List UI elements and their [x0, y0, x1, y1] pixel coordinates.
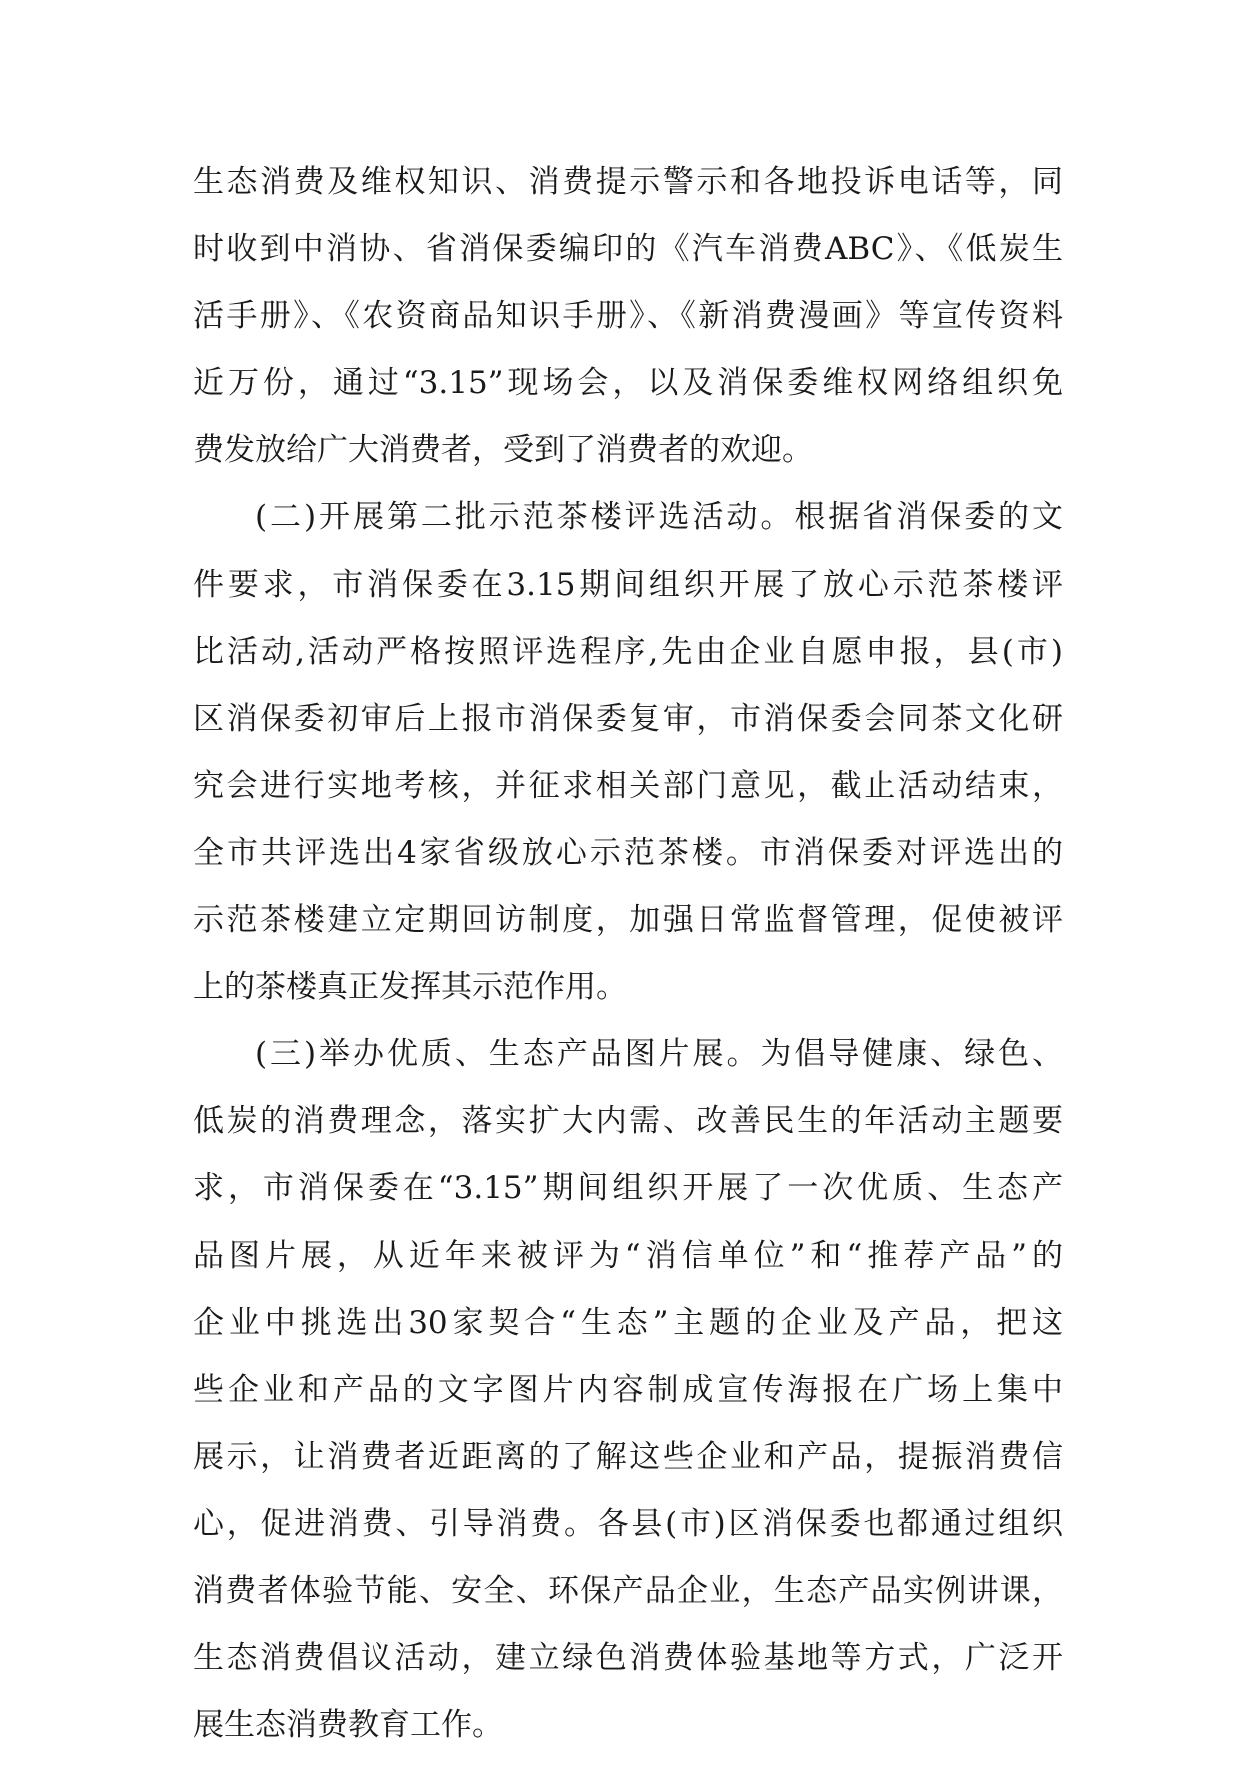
paragraph-3: [193, 1034, 1063, 1772]
text-line: 生态消费倡议活动，建立绿色消费体验基地等方式，广泛开: [193, 1640, 1063, 1677]
text-line: 展示，让消费者近距离的了解这些企业和产品，提振消费信: [193, 1438, 1063, 1475]
text-line: 区消保委初审后上报市消保委复审，市消保委会同茶文化研: [193, 700, 1063, 737]
text-line: 时收到中消协、省消保委编印的《汽车消费ABC》、《低炭生: [193, 231, 1063, 268]
text-line: 全市共评选出4家省级放心示范茶楼。市消保委对评选出的: [193, 834, 1063, 871]
paragraph-1: [193, 162, 1063, 497]
text-line: 究会进行实地考核，并征求相关部门意见，截止活动结束，: [193, 767, 1063, 804]
text-line: 费发放给广大消费者，受到了消费者的欢迎。: [193, 432, 813, 469]
text-line: (二)开展第二批示范茶楼评选活动。根据省消保委的文: [255, 499, 1063, 536]
text-line: 些企业和产品的文字图片内容制成宣传海报在广场上集中: [193, 1371, 1063, 1408]
body-text: [193, 162, 1063, 1772]
text-line: 上的茶楼真正发挥其示范作用。: [193, 969, 627, 1006]
text-line: 近万份，通过“3.15”现场会，以及消保委维权网络组织免: [193, 365, 1063, 402]
text-line: 生态消费及维权知识、消费提示警示和各地投诉电话等，同: [193, 164, 1063, 200]
text-line: 比活动,活动严格按照评选程序,先由企业自愿申报，县(市): [193, 633, 1063, 670]
text-line: (三)举办优质、生态产品图片展。为倡导健康、绿色、: [255, 1036, 1063, 1073]
text-line: 示范茶楼建立定期回访制度，加强日常监督管理，促使被评: [193, 902, 1063, 939]
text-line: 企业中挑选出30家契合“生态”主题的企业及产品，把这: [193, 1304, 1063, 1341]
text-line: 心，促进消费、引导消费。各县(市)区消保委也都通过组织: [193, 1505, 1063, 1542]
text-line: 消费者体验节能、安全、环保产品企业，生态产品实例讲课，: [193, 1572, 1063, 1609]
text-line: 求，市消保委在“3.15”期间组织开展了一次优质、生态产: [193, 1170, 1063, 1207]
text-line: 展生态消费教育工作。: [193, 1707, 503, 1744]
text-line: 活手册》、《农资商品知识手册》、《新消费漫画》等宣传资料: [193, 298, 1063, 335]
text-line: 品图片展，从近年来被评为“消信单位”和“推荐产品”的: [193, 1237, 1063, 1274]
text-line: 件要求，市消保委在3.15期间组织开展了放心示范茶楼评: [193, 566, 1063, 603]
paragraph-2: [193, 497, 1063, 1034]
text-line: 低炭的消费理念，落实扩大内需、改善民生的年活动主题要: [193, 1103, 1063, 1140]
